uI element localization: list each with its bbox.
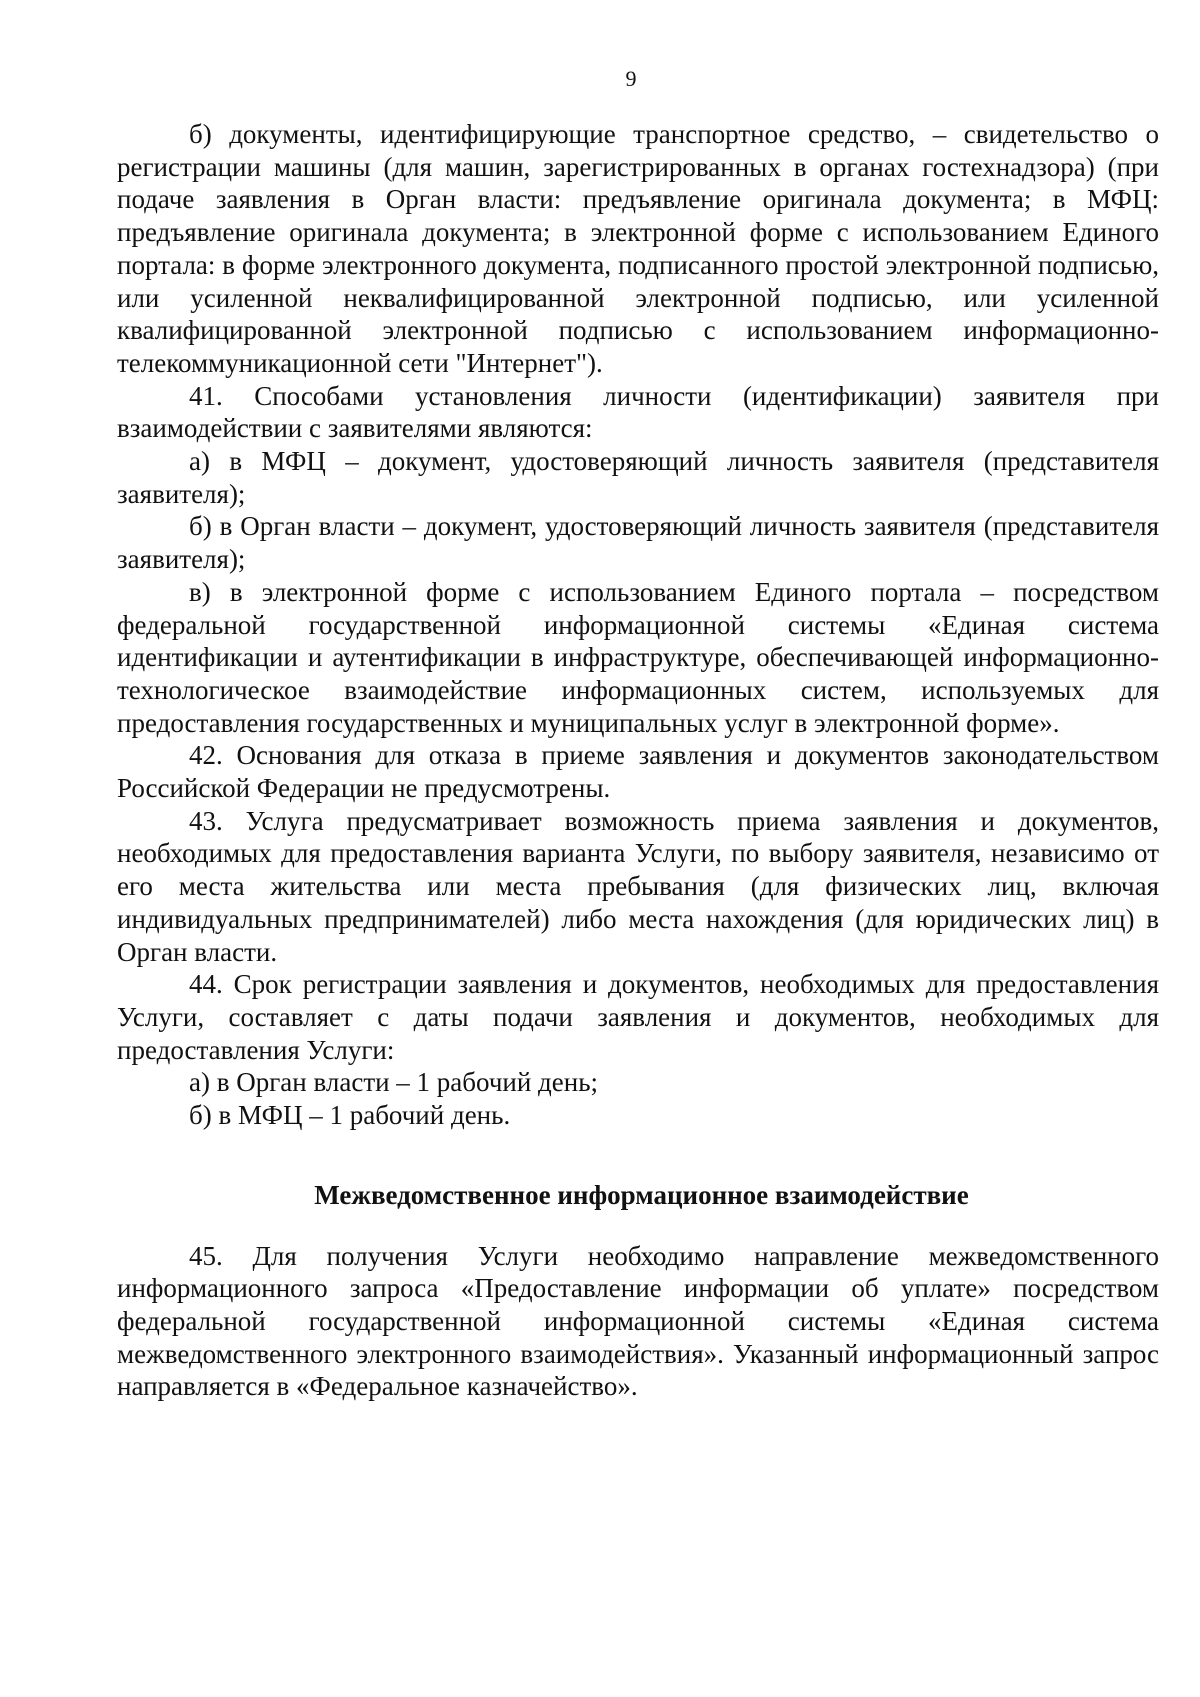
paragraph-41: 41. Способами установления личности (идентификации) заявителя при взаимодействии с заявителями являются: [117, 380, 1159, 444]
paragraph-43: 43. Услуга предусматривает возможность приема заявления и документов, необходимых для предоставления варианта Услуги, по выбору заявителя, независимо от его места жительства или места пребывания (для физических лиц, включая индивидуальных предпринимателей) либо места нахождения (для юридических лиц) в Орган власти. [117, 805, 1159, 967]
paragraph-44: 44. Срок регистрации заявления и документов, необходимых для предоставления Услуги, составляет с даты подачи заявления и документов, необходимых для предоставления Услуги: [117, 969, 1159, 1065]
paragraph-42: 42. Основания для отказа в приеме заявления и документов законодательством Российской Федерации не предусмотрены. [117, 740, 1159, 804]
section-heading: Межведомственное информационное взаимодействие [314, 1179, 969, 1210]
paragraph-45: 45. Для получения Услуги необходимо направление межведомственного информационного запроса «Предоставление информации об уплате» посредством федеральной государственной информационной системы «Единая система межведомственного электронного взаимодействия». Указанный информационный запрос направляется в «Федеральное казначейство». [117, 1240, 1159, 1402]
paragraph-41-a: а) в МФЦ – документ, удостоверяющий личность заявителя (представителя заявителя); [117, 446, 1159, 509]
paragraph-item-b-vehicle-documents: б) документы, идентифицирующие транспортное средство, – свидетельство о регистрации машины (для машин, зарегистрированных в органах гостехнадзора) (при подаче заявления в Орган власти: предъявление оригинала документа; в МФЦ: предъявление оригинала документа; в электронной форме с использованием Единого портала: в форме электронного документа, подписанного простой электронной подписью, или усиленной неквалифицированной электронной подписью, или усиленной квалифицированной электронной подписью с использованием информационно-телекоммуникационной сети "Интернет"). [117, 119, 1159, 378]
paragraph-41-b: б) в Орган власти – документ, удостоверяющий личность заявителя (представителя заявителя); [117, 511, 1159, 575]
section-spacer [117, 1212, 1159, 1240]
paragraph-41-v: в) в электронной форме с использованием Единого портала – посредством федеральной государственной информационной системы «Единая система идентификации и аутентификации в инфраструктуре, обеспечивающей информационно-технологическое взаимодействие информационных систем, используемых для предоставления государственных и муниципальных услуг в электронной форме». [117, 576, 1159, 738]
document-body [117, 118, 1159, 1403]
paragraph-44-b: б) в МФЦ – 1 рабочий день. [189, 1100, 511, 1131]
paragraph-44-a: а) в Орган власти – 1 рабочий день; [189, 1067, 599, 1098]
page-number: 9 [625, 66, 637, 91]
